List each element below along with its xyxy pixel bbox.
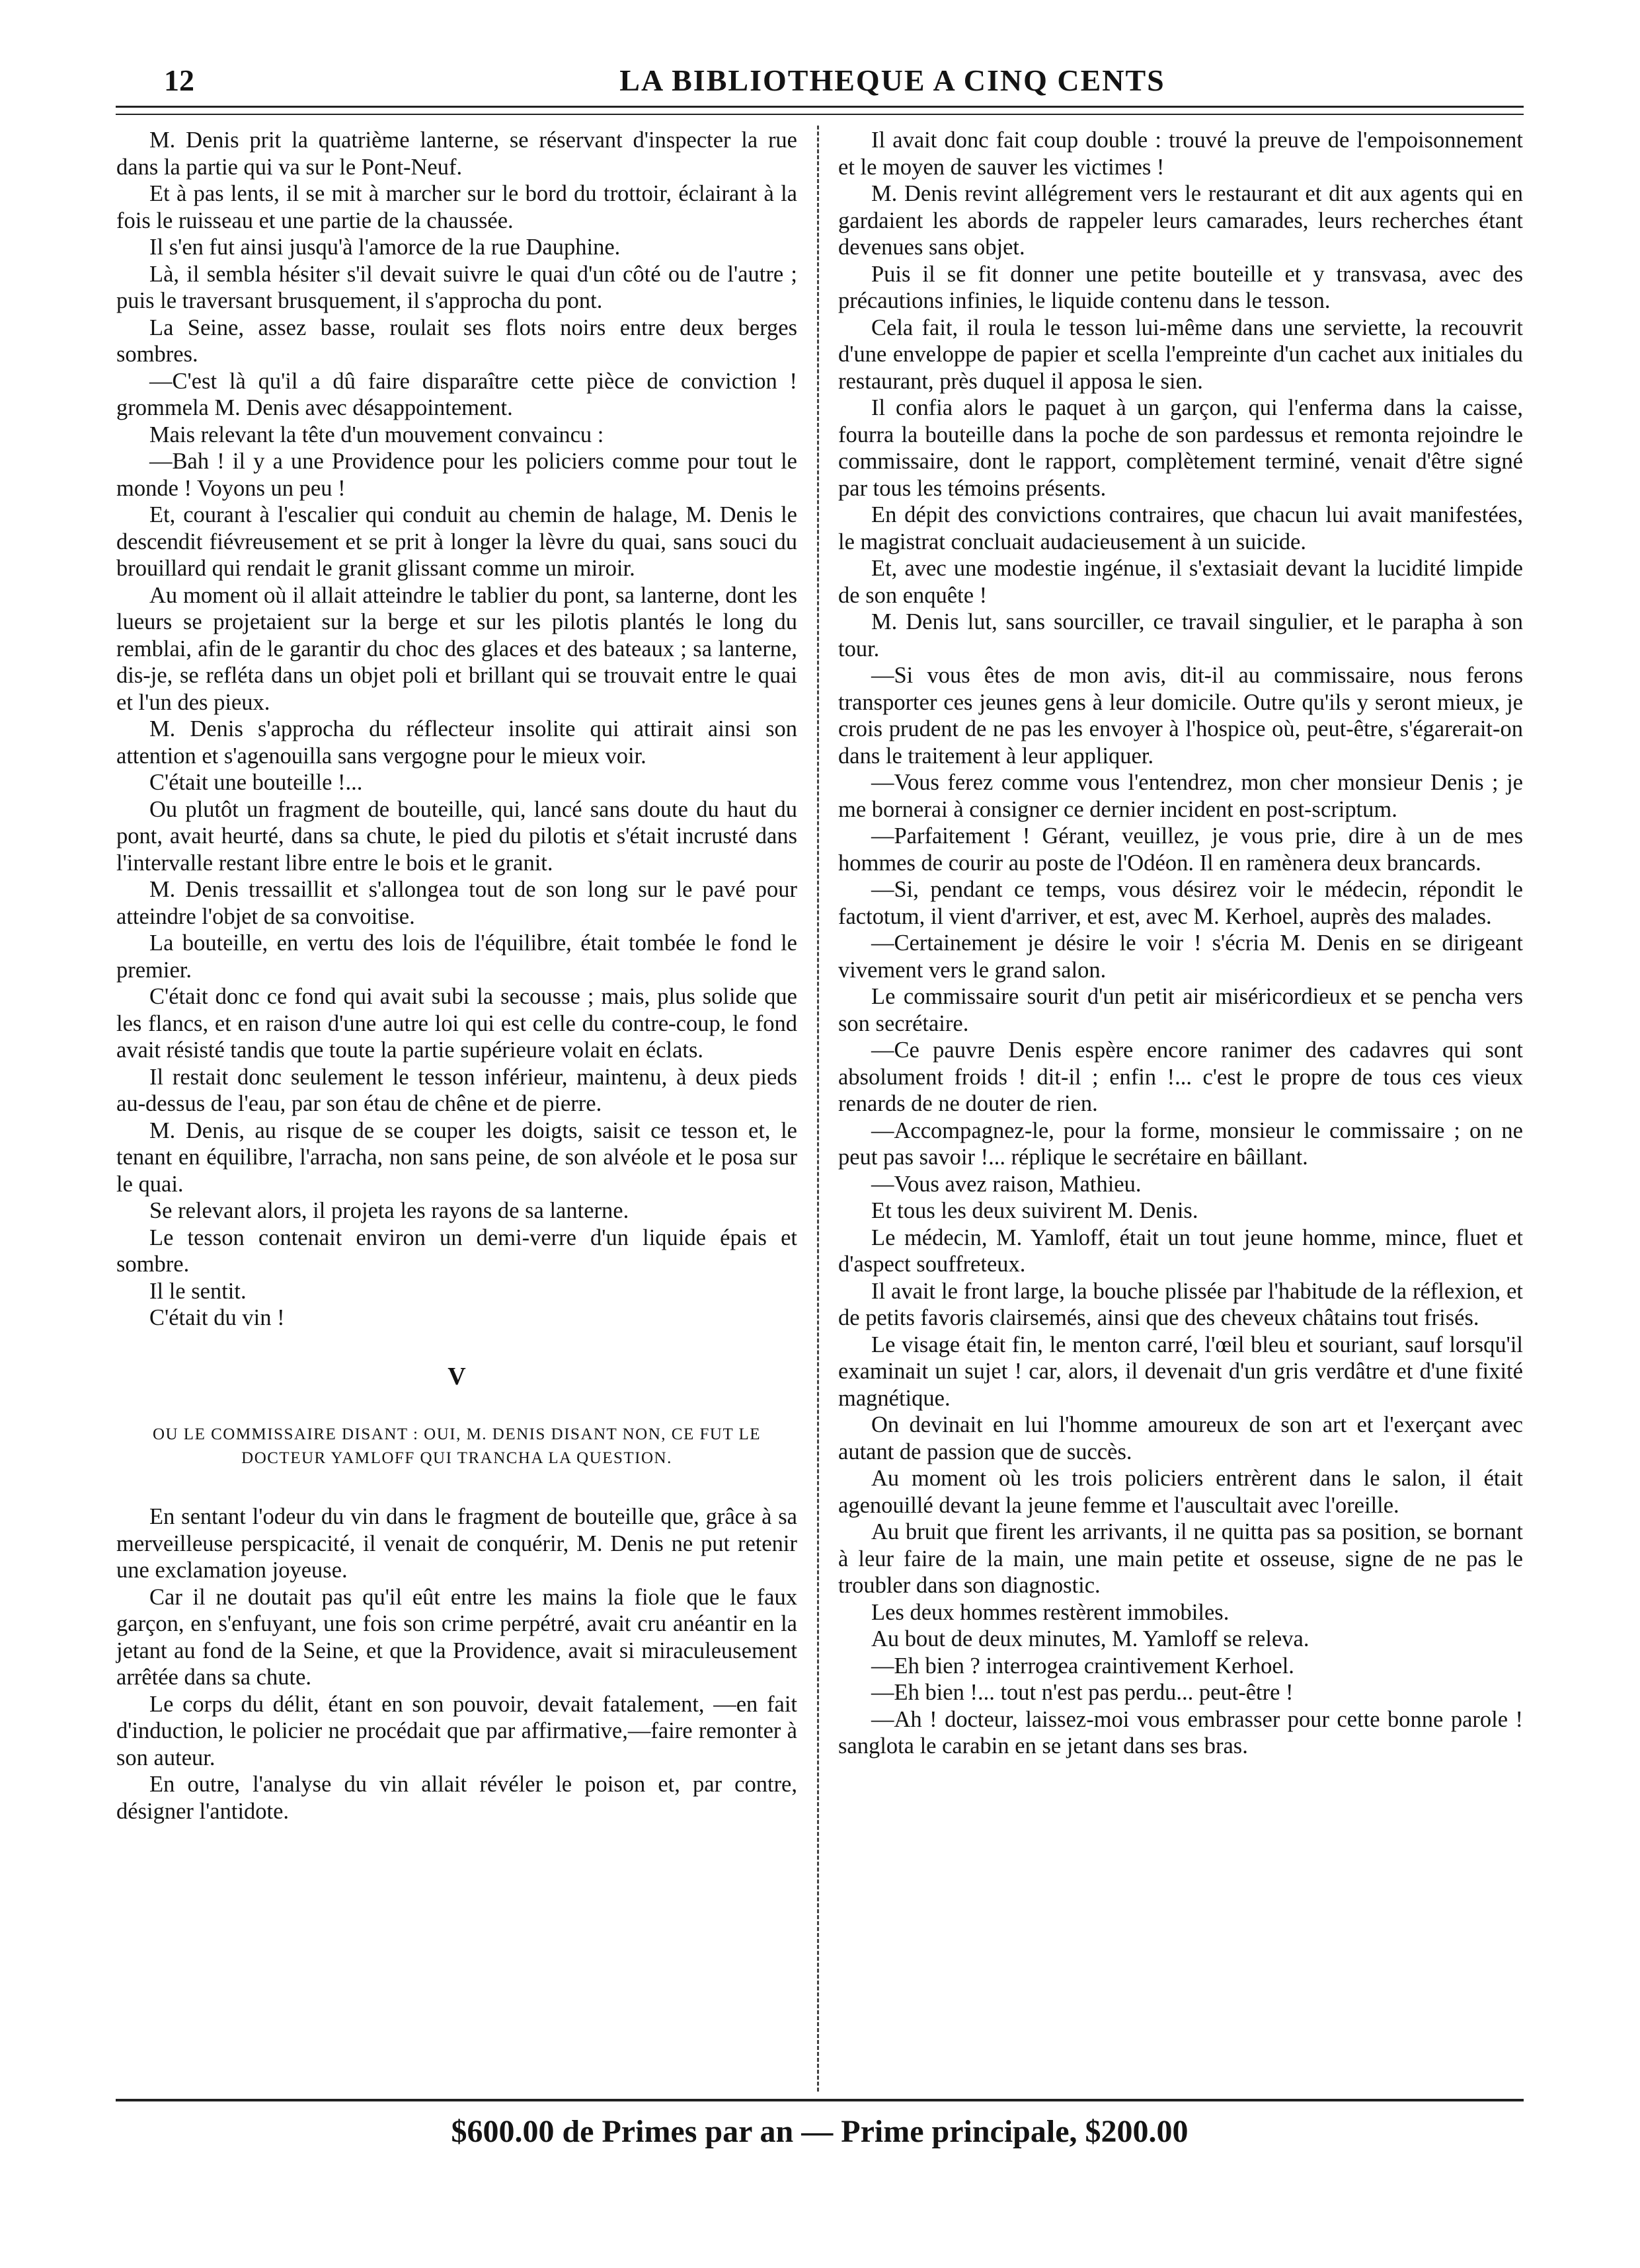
paragraph: Au bout de deux minutes, M. Yamloff se releva. xyxy=(871,1626,1309,1651)
right-column xyxy=(838,127,1523,1760)
right-paragraphs xyxy=(838,127,1523,1760)
paragraph: M. Denis revint allégrement vers le restaurant et dit aux agents qui en gardaient les abords de rappeler leurs camarades, leurs recherches étant devenues sans objet. xyxy=(838,181,1523,260)
paragraph: —Ce pauvre Denis espère encore ranimer des cadavres qui sont absolument froids ! dit-il ; enfin !... c'est le propre de tous ces vieux renards de ne douter de rien. xyxy=(838,1038,1523,1116)
paragraph: Le visage était fin, le menton carré, l'œil bleu et souriant, sauf lorsqu'il examinait un sujet ! car, alors, il devenait d'un gris verdâtre et d'une fixité magnétique. xyxy=(838,1332,1523,1411)
paragraph: Il s'en fut ainsi jusqu'à l'amorce de la rue Dauphine. xyxy=(149,235,621,260)
paragraph: Ou plutôt un fragment de bouteille, qui, lancé sans doute du haut du pont, avait heurté, dans sa chute, le pied du pilotis et s'était incrusté dans l'intervalle restant libre entre le bois et le granit. xyxy=(116,796,797,876)
paragraph: M. Denis, au risque de se couper les doigts, saisit ce tesson et, le tenant en équilibre, l'arracha, non sans peine, de son alvéole et le posa sur le quai. xyxy=(116,1117,797,1197)
paragraph: Le médecin, M. Yamloff, était un tout jeune homme, mince, fluet et d'aspect souffreteux. xyxy=(838,1225,1523,1277)
paragraph: —Bah ! il y a une Providence pour les policiers comme pour tout le monde ! Voyons un peu ! xyxy=(116,449,797,501)
paragraph: Mais relevant la tête d'un mouvement convaincu : xyxy=(149,422,604,447)
paragraph: Le corps du délit, étant en son pouvoir, devait fatalement, —en fait d'induction, le policier ne procédait que par affirmative,—faire remonter à son auteur. xyxy=(116,1691,797,1770)
paragraph: C'était une bouteille !... xyxy=(149,770,363,795)
paragraph: Et tous les deux suivirent M. Denis. xyxy=(871,1198,1198,1223)
paragraph: —Vous avez raison, Mathieu. xyxy=(871,1171,1142,1197)
paragraph: Il avait le front large, la bouche plissée par l'habitude de la réflexion, et de petits favoris clairsemés, ainsi que des cheveux châtains tout frisés. xyxy=(838,1278,1523,1330)
left-column xyxy=(116,127,797,1825)
paragraph: Il confia alors le paquet à un garçon, qui l'enferma dans la caisse, fourra la bouteille dans la poche de son pardessus et remonta rejoindre le commissaire, dont le rapport, complètement terminé, venait d'être signé par tous les témoins présents. xyxy=(838,395,1523,501)
left-paragraphs-after xyxy=(116,1503,797,1825)
paragraph: Les deux hommes restèrent immobiles. xyxy=(871,1599,1230,1625)
paragraph: Il le sentit. xyxy=(149,1278,247,1304)
paragraph: —C'est là qu'il a dû faire disparaître cette pièce de conviction ! grommela M. Denis avec désappointement. xyxy=(116,368,797,420)
paragraph: —Certainement je désire le voir ! s'écria M. Denis en se dirigeant vivement vers le grand salon. xyxy=(838,930,1523,983)
header-rule xyxy=(116,114,1524,115)
paragraph: Le commissaire sourit d'un petit air miséricordieux et se pencha vers son secrétaire. xyxy=(838,984,1523,1036)
chapter-number: V xyxy=(448,1362,466,1390)
paragraph: —Si vous êtes de mon avis, dit-il au commissaire, nous ferons transporter ces jeunes gens à leur domicile. Outre qu'ils y seront mieux, je crois prudent de ne pas les envoyer à l'hospice où, peut-être, s'égarerait-on dans le traitement à leur appliquer. xyxy=(838,663,1523,769)
paragraph: Car il ne doutait pas qu'il eût entre les mains la fiole que le faux garçon, en s'enfuyant, une fois son crime perpétré, avait cru anéantir en la jetant au fond de la Seine, et que la Providence, avait si miraculeusement arrêtée dans sa chute. xyxy=(116,1584,797,1690)
page-number: 12 xyxy=(164,63,194,97)
paragraph: Il restait donc seulement le tesson inférieur, maintenu, à deux pieds au-dessus de l'eau, par son étau de chêne et de pierre. xyxy=(116,1064,797,1116)
paragraph: —Eh bien !... tout n'est pas perdu... peut-être ! xyxy=(871,1680,1294,1705)
paragraph: M. Denis prit la quatrième lanterne, se réservant d'inspecter la rue dans la partie qui va sur le Pont-Neuf. xyxy=(116,128,797,180)
paragraph: Il avait donc fait coup double : trouvé la preuve de l'empoisonnement et le moyen de sauver les victimes ! xyxy=(838,128,1523,180)
paragraph: Et, avec une modestie ingénue, il s'extasiait devant la lucidité limpide de son enquête ! xyxy=(838,556,1523,608)
paragraph: En outre, l'analyse du vin allait révéler le poison et, par contre, désigner l'antidote. xyxy=(116,1772,797,1824)
header-rule xyxy=(116,106,1524,108)
paragraph: Au moment où il allait atteindre le tablier du pont, sa lanterne, dont les lueurs se projetaient sur la berge et sur les pilotis plantés le long du remblai, afin de le garantir du choc des glaces et des bateaux ; sa lanterne, dis-je, se refléta dans un objet poli et brillant qui se trouvait entre le quai et l'un des pieux. xyxy=(116,582,797,715)
paragraph: Au bruit que firent les arrivants, il ne quitta pas sa position, se bornant à leur faire de la main, une main petite et osseuse, signe de ne pas le troubler dans son diagnostic. xyxy=(838,1519,1523,1598)
paragraph: M. Denis s'approcha du réflecteur insolite qui attirait ainsi son attention et s'agenouilla sans vergogne pour le mieux voir. xyxy=(116,716,797,769)
paragraph: Et, courant à l'escalier qui conduit au chemin de halage, M. Denis le descendit fiévreusement et se prit à longer la lèvre du quai, sans souci du brouillard qui rendait le granit glissant comme un miroir. xyxy=(116,502,797,581)
footer-rule xyxy=(116,2099,1524,2101)
paragraph: —Vous ferez comme vous l'entendrez, mon cher monsieur Denis ; je me bornerai à consigner ce dernier incident en post-scriptum. xyxy=(838,770,1523,822)
running-title: LA BIBLIOTHEQUE A CINQ CENTS xyxy=(619,63,1165,97)
paragraph: Là, il sembla hésiter s'il devait suivre le quai d'un côté ou de l'autre ; puis le traversant brusquement, il s'approcha du pont. xyxy=(116,261,797,313)
paragraph: Au moment où les trois policiers entrèrent dans le salon, il était agenouillé devant la jeune femme et l'auscultait avec l'oreille. xyxy=(838,1466,1523,1518)
paragraph: C'était donc ce fond qui avait subi la secousse ; mais, plus solide que les flancs, et en raison d'une autre loi qui est celle du contre-coup, le fond avait résisté tandis que toute la partie supérieure volait en éclats. xyxy=(116,984,797,1063)
paragraph: —Parfaitement ! Gérant, veuillez, je vous prie, dire à un de mes hommes de courir au poste de l'Odéon. Il en ramènera deux brancards. xyxy=(838,823,1523,876)
paragraph: En sentant l'odeur du vin dans le fragment de bouteille que, grâce à sa merveilleuse perspicacité, il venait de conquérir, M. Denis ne put retenir une exclamation joyeuse. xyxy=(116,1504,797,1583)
paragraph: M. Denis tressaillit et s'allongea tout de son long sur le pavé pour atteindre l'objet de sa convoitise. xyxy=(116,877,797,929)
paragraph: Se relevant alors, il projeta les rayons de sa lanterne. xyxy=(149,1198,629,1223)
paragraph: C'était du vin ! xyxy=(149,1305,285,1330)
paragraph: —Eh bien ? interrogea craintivement Kerhoel. xyxy=(871,1653,1294,1679)
paragraph: Cela fait, il roula le tesson lui-même dans une serviette, la recouvrit d'une enveloppe de papier et scella l'empreinte d'un cachet aux initiales du restaurant, près duquel il apposa le sien. xyxy=(838,315,1523,394)
footer-advertisement: $600.00 de Primes par an — Prime principale, $200.00 xyxy=(451,2114,1189,2149)
paragraph: —Si, pendant ce temps, vous désirez voir le médecin, répondit le factotum, il vient d'arriver, et est, avec M. Kerhoel, auprès des malades. xyxy=(838,877,1523,929)
paragraph: —Accompagnez-le, pour la forme, monsieur le commissaire ; on ne peut pas savoir !... réplique le secrétaire en bâillant. xyxy=(838,1117,1523,1170)
chapter-title: OU LE COMMISSAIRE DISANT : OUI, M. DENIS DISANT NON, CE FUT LE DOCTEUR YAMLOFF QUI TRANCHA LA QUESTION. xyxy=(152,1425,761,1467)
paragraph: Puis il se fit donner une petite bouteille et y transvasa, avec des précautions infinies, le liquide contenu dans le tesson. xyxy=(838,261,1523,313)
paragraph: —Ah ! docteur, laissez-moi vous embrasser pour cette bonne parole ! sanglota le carabin en se jetant dans ses bras. xyxy=(838,1706,1523,1758)
paragraph: Le tesson contenait environ un demi-verre d'un liquide épais et sombre. xyxy=(116,1225,797,1277)
paragraph: M. Denis lut, sans sourciller, ce travail singulier, et le parapha à son tour. xyxy=(838,609,1523,662)
paragraph: La bouteille, en vertu des lois de l'équilibre, était tombée le fond le premier. xyxy=(116,930,797,983)
column-divider xyxy=(817,126,819,2092)
paragraph: Et à pas lents, il se mit à marcher sur le bord du trottoir, éclairant à la fois le ruisseau et une partie de la chaussée. xyxy=(116,181,797,233)
paragraph: La Seine, assez basse, roulait ses flots noirs entre deux berges sombres. xyxy=(116,315,797,367)
left-paragraphs-before xyxy=(116,127,797,1332)
paragraph: On devinait en lui l'homme amoureux de son art et l'exerçant avec autant de passion que de succès. xyxy=(838,1412,1523,1464)
paragraph: En dépit des convictions contraires, que chacun lui avait manifestées, le magistrat concluait audacieusement à un suicide. xyxy=(838,502,1523,554)
